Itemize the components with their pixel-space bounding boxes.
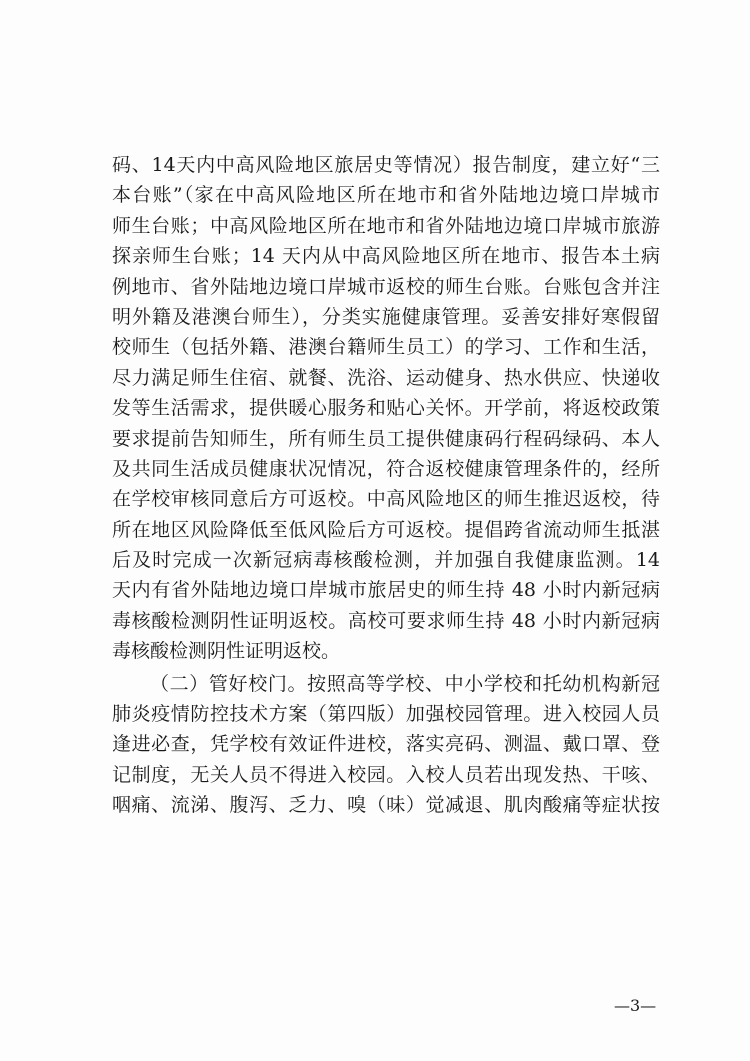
- body-text: [112, 150, 660, 821]
- text-line: 明外籍及港澳台师生），分类实施健康管理。妥善安排好寒假留: [112, 305, 660, 328]
- text-line: 探亲师生台账；14 天内从中高风险地区所在地市、报告本土病: [112, 245, 660, 268]
- text-line: 在学校审核同意后方可返校。中高风险地区的师生推迟返校，待: [112, 488, 660, 511]
- text-line: 逢进必查，凭学校有效证件进校，落实亮码、测温、戴口罩、登: [112, 733, 660, 756]
- text-line: 及共同生活成员健康状况情况，符合返校健康管理条件的，经所: [112, 457, 660, 480]
- page-number: —3—: [614, 996, 657, 1015]
- paragraph-2: [112, 669, 660, 821]
- paragraph-1: [112, 150, 660, 667]
- text-line: 尽力满足师生住宿、就餐、洗浴、运动健身、热水供应、快递收: [112, 366, 660, 389]
- text-line: 本台账”（家在中高风险地区所在地市和省外陆地边境口岸城市: [112, 184, 660, 207]
- text-line: （二）管好校门。按照高等学校、中小学校和托幼机构新冠: [150, 672, 660, 695]
- text-line: 校师生（包括外籍、港澳台籍师生员工）的学习、工作和生活，: [112, 336, 660, 359]
- text-line: 毒核酸检测阴性证明返校。: [112, 640, 341, 663]
- text-line: 记制度，无关人员不得进入校园。入校人员若出现发热、干咳、: [112, 763, 660, 786]
- text-line: 肺炎疫情防控技术方案（第四版）加强校园管理。进入校园人员: [112, 703, 660, 726]
- text-line: 师生台账；中高风险地区所在地市和省外陆地边境口岸城市旅游: [112, 214, 660, 237]
- text-line: 例地市、省外陆地边境口岸城市返校的师生台账。台账包含并注: [112, 275, 660, 298]
- text-line: 要求提前告知师生，所有师生员工提供健康码行程码绿码、本人: [112, 427, 660, 450]
- text-line: 后及时完成一次新冠病毒核酸检测，并加强自我健康监测。14: [112, 549, 660, 572]
- text-line: 所在地区风险降低至低风险后方可返校。提倡跨省流动师生抵湛: [112, 518, 660, 541]
- text-line: 发等生活需求，提供暖心服务和贴心关怀。开学前，将返校政策: [112, 397, 660, 420]
- text-line: 咽痛、流涕、腹泻、乏力、嗅（味）觉减退、肌肉酸痛等症状按: [112, 794, 660, 817]
- text-line: 天内有省外陆地边境口岸城市旅居史的师生持 48 小时内新冠病: [112, 579, 660, 602]
- text-line: 码、14天内中高风险地区旅居史等情况）报告制度，建立好“三: [112, 154, 660, 176]
- text-line: 毒核酸检测阴性证明返校。高校可要求师生持 48 小时内新冠病: [112, 609, 660, 632]
